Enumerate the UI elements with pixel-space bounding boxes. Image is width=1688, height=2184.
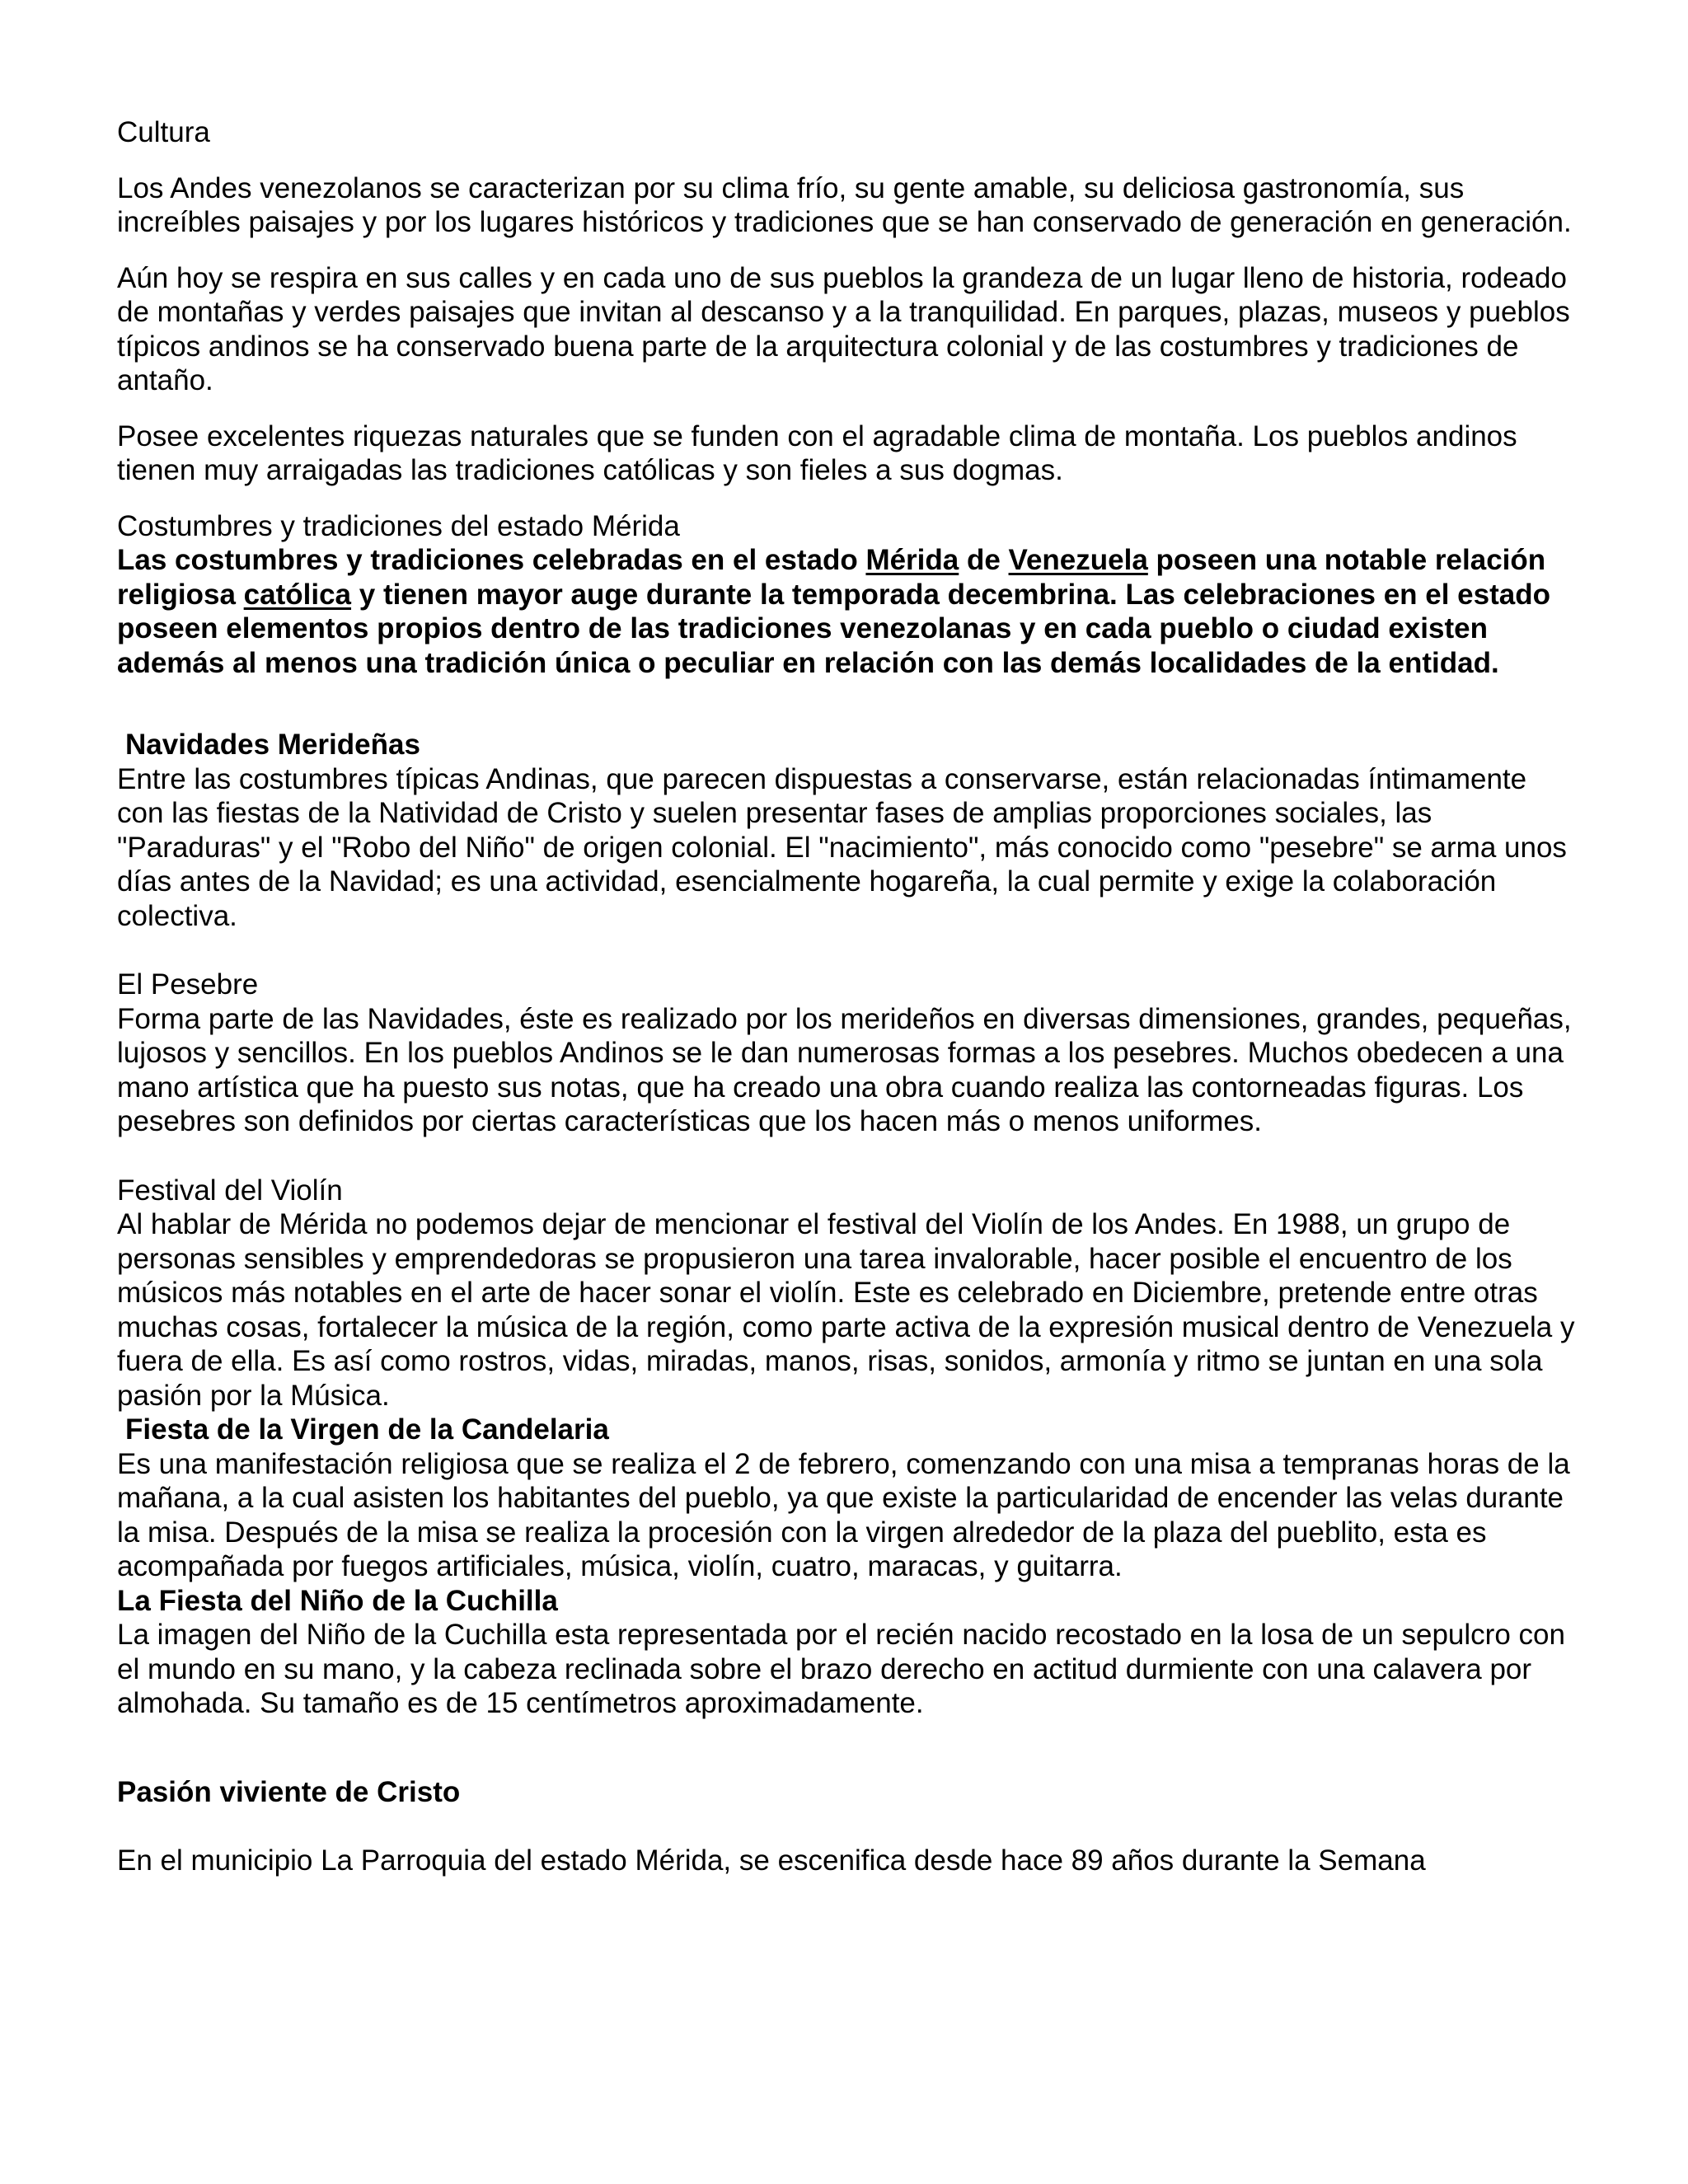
page-title: Cultura xyxy=(117,116,210,148)
costumbres-text-4: y tienen mayor auge durante la temporada decembrina. Las celebraciones en el estado poseen elementos propios dentro de las tradiciones venezolanas y en cada pueblo o ciudad existen además al menos una tradición única o peculiar en relación con las demás localidades de la entidad. xyxy=(117,578,1550,679)
violin-paragraph: Al hablar de Mérida no podemos dejar de mencionar el festival del Violín de los Andes. En 1988, un grupo de personas sensibles y emprendedoras se propusieron una tarea invalorable, hacer posible el encuentro de los músicos más notables en el arte de hacer sonar el violín. Este es celebrado en Diciembre, pretende entre otras muchas cosas, fortalecer la música de la región, como parte activa de la expresión musical dentro de Venezuela y fuera de ella. Es así como rostros, vidas, miradas, manos, risas, sonidos, armonía y ritmo se juntan en una sola pasión por la Música. xyxy=(117,1208,1575,1412)
section-heading-costumbres: Costumbres y tradiciones del estado Mérida xyxy=(117,509,680,542)
section-costumbres xyxy=(117,509,1581,681)
pesebre-paragraph: Forma parte de las Navidades, éste es realizado por los merideños en diversas dimensiones, grandes, pequeñas, lujosos y sencillos. En los pueblos Andinos se le dan numerosas formas a los pesebres. Muchos obedecen a una mano artística que ha puesto sus notas, que ha creado una obra cuando realiza las contorneadas figuras. Los pesebres son definidos por ciertas características que los hacen más o menos uniformes. xyxy=(117,1002,1572,1137)
costumbres-text-1: Las costumbres y tradiciones celebradas en el estado xyxy=(117,544,866,576)
costumbres-paragraph xyxy=(117,543,1581,680)
section-heading-violin: Festival del Violín xyxy=(117,1174,343,1207)
section-candelaria xyxy=(117,1413,1581,1584)
link-merida[interactable]: Mérida xyxy=(865,544,959,576)
candelaria-paragraph: Es una manifestación religiosa que se realiza el 2 de febrero, comenzando con una misa a tempranas horas de la mañana, a la cual asisten los habitantes del pueblo, ya que existe la particularidad de encender las velas durante la misa. Después de la misa se realiza la procesión con la virgen alrededor de la plaza del pueblito, esta es acompañada por fuegos artificiales, música, violín, cuatro, maracas, y guitarra. xyxy=(117,1447,1570,1582)
section-pasion xyxy=(117,1775,1581,1878)
link-catolica[interactable]: católica xyxy=(243,578,352,611)
section-heading-navidades: Navidades Merideñas xyxy=(125,729,420,761)
section-violin xyxy=(117,1174,1581,1413)
section-heading-cuchilla: La Fiesta del Niño de la Cuchilla xyxy=(117,1584,558,1617)
intro-paragraph-3: Posee excelentes riquezas naturales que se funden con el agradable clima de montaña. Los pueblos andinos tienen muy arraigadas las tradiciones católicas y son fieles a sus dogmas. xyxy=(117,419,1517,486)
intro-paragraph-1: Los Andes venezolanos se caracterizan por su clima frío, su gente amable, su deliciosa gastronomía, sus increíbles paisajes y por los lugares históricos y tradiciones que se han conservado de generación en generación. xyxy=(117,171,1572,238)
section-heading-pesebre: El Pesebre xyxy=(117,968,259,1001)
costumbres-text-2: de xyxy=(959,544,1009,576)
pasion-paragraph: En el municipio La Parroquia del estado Mérida, se escenifica desde hace 89 años durante la Semana xyxy=(117,1844,1426,1877)
section-navidades xyxy=(117,728,1581,933)
cuchilla-paragraph: La imagen del Niño de la Cuchilla esta representada por el recién nacido recostado en la losa de un sepulcro con el mundo en su mano, y la cabeza reclinada sobre el brazo derecho en actitud durmiente con una calavera por almohada. Su tamaño es de 15 centímetros aproximadamente. xyxy=(117,1619,1565,1719)
section-heading-candelaria: Fiesta de la Virgen de la Candelaria xyxy=(125,1413,609,1446)
section-cuchilla xyxy=(117,1584,1581,1721)
section-heading-pasion: Pasión viviente de Cristo xyxy=(117,1775,461,1808)
costumbres-text-3: poseen una notable relación religiosa xyxy=(117,544,1546,611)
section-pesebre xyxy=(117,968,1581,1139)
navidades-paragraph: Entre las costumbres típicas Andinas, que parecen dispuestas a conservarse, están relacionadas íntimamente con las fiestas de la Natividad de Cristo y suelen presentar fases de amplias proporciones sociales, las "Paraduras" y el "Robo del Niño" de origen colonial. El "nacimiento", más conocido como "pesebre" se arma unos días antes de la Navidad; es una actividad, esencialmente hogareña, la cual permite y exige la colaboración colectiva. xyxy=(117,762,1567,932)
link-venezuela[interactable]: Venezuela xyxy=(1008,544,1148,576)
intro-paragraph-2: Aún hoy se respira en sus calles y en cada uno de sus pueblos la grandeza de un lugar lleno de historia, rodeado de montañas y verdes paisajes que invitan al descanso y a la tranquilidad. En parques, plazas, museos y pueblos típicos andinos se ha conservado buena parte de la arquitectura colonial y de las costumbres y tradiciones de antaño. xyxy=(117,261,1570,396)
